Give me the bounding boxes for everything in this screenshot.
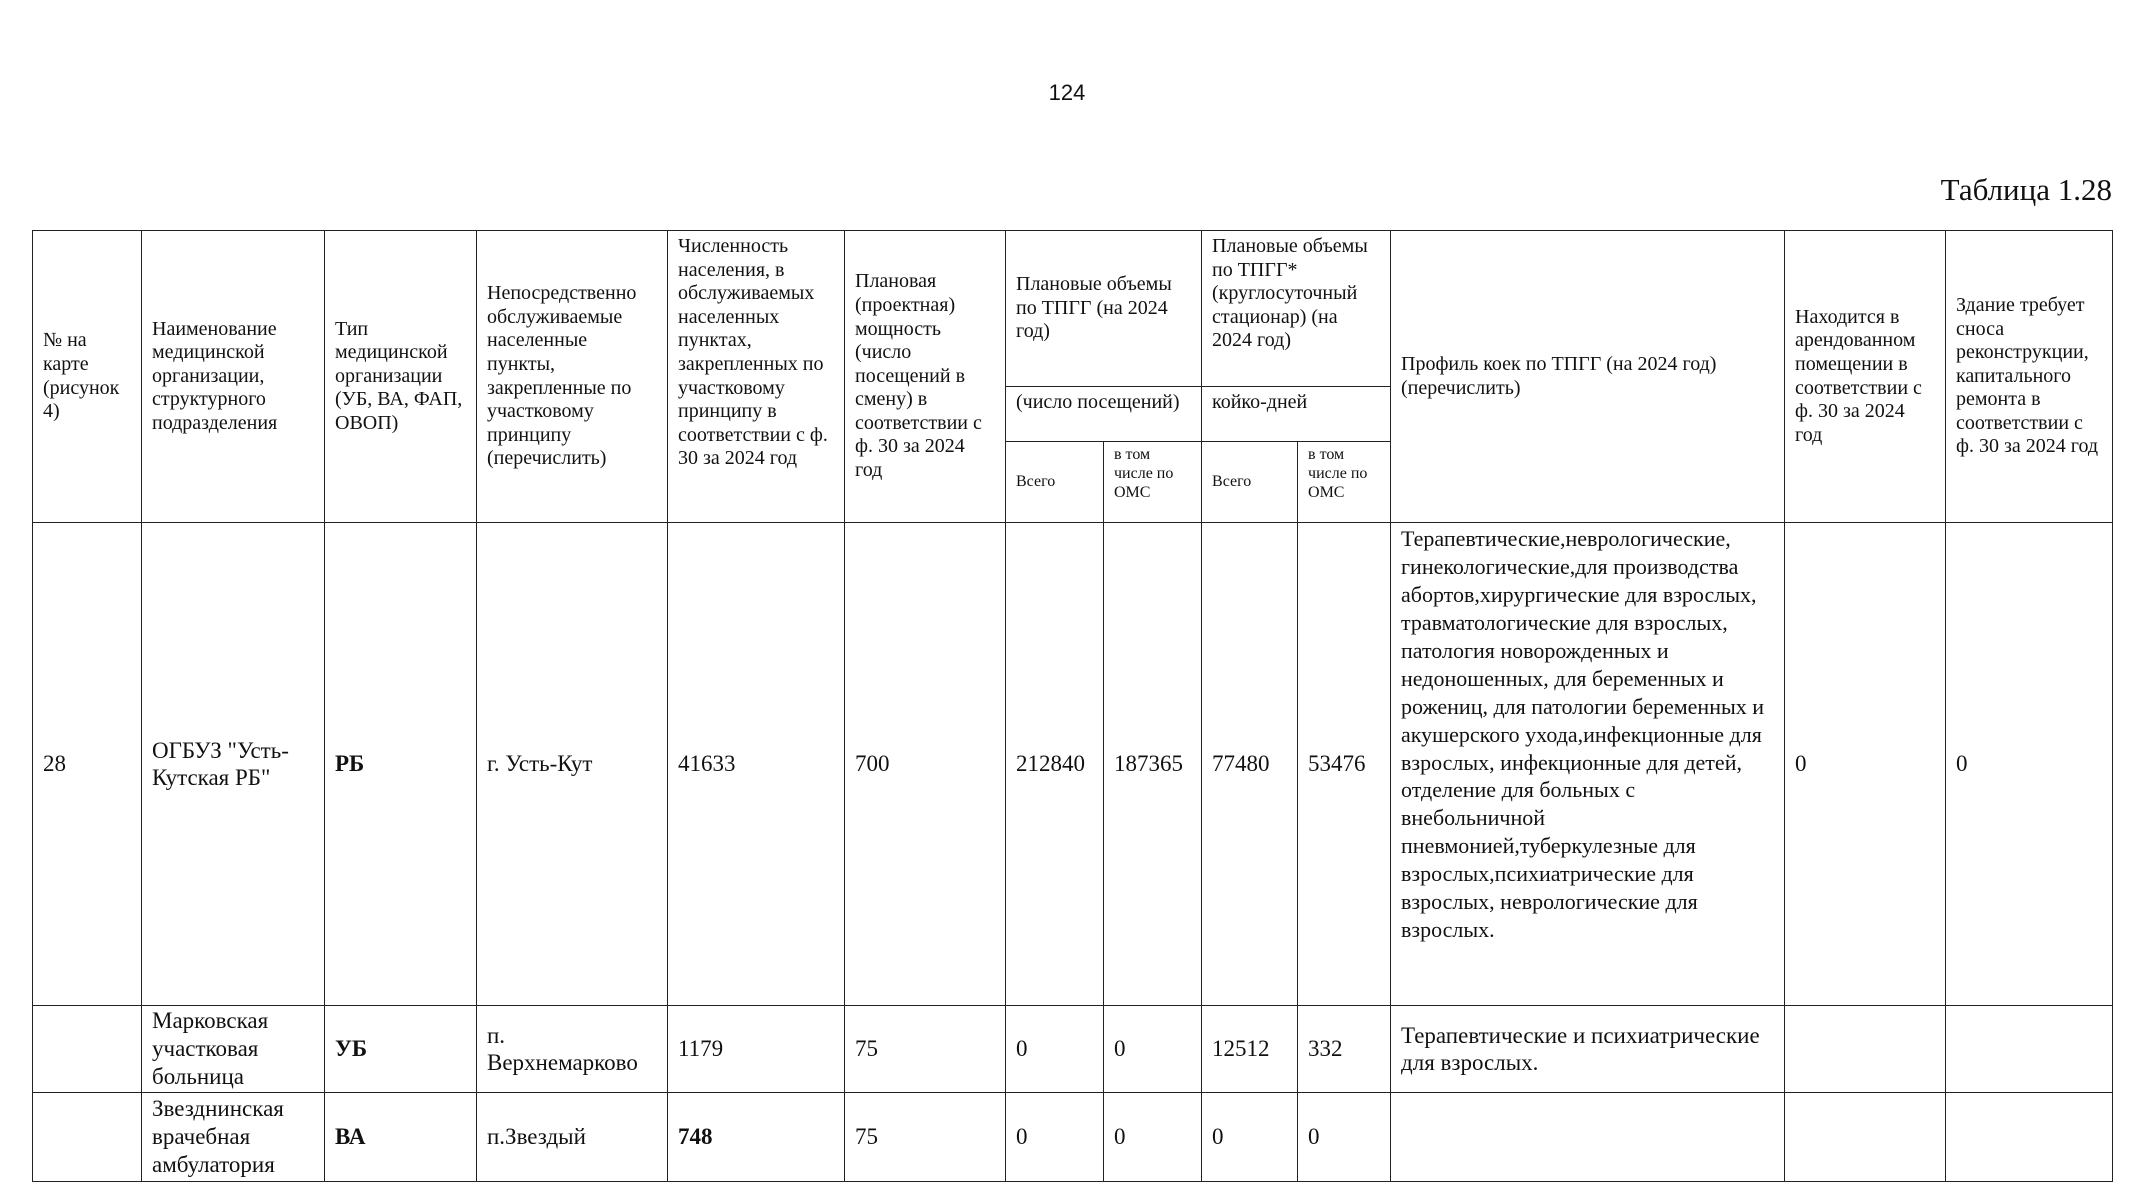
cell-rented (1785, 1093, 1946, 1182)
table-caption: Таблица 1.28 (1940, 172, 2112, 207)
cell-beddays-oms: 53476 (1298, 523, 1391, 1006)
cell-org-type: УБ (325, 1006, 477, 1093)
cell-rented (1785, 1006, 1946, 1093)
header-capacity: Плановая (проектная) мощность (число посещений в смену) в соответствии с ф. 30 за 2024 год (845, 231, 1006, 523)
cell-bed-profile: Терапевтические и психиатрические для взрослых. (1391, 1006, 1785, 1093)
page-number: 124 (1048, 80, 1086, 105)
cell-rented: 0 (1785, 523, 1946, 1006)
cell-map-no (33, 1093, 142, 1182)
cell-org-type: РБ (325, 523, 477, 1006)
header-bed-days-unit: койко-дней (1202, 387, 1391, 442)
header-visits-total: Всего (1006, 442, 1104, 523)
cell-capacity: 700 (845, 523, 1006, 1006)
medical-organizations-table (32, 230, 2113, 1182)
cell-population: 748 (668, 1093, 845, 1182)
cell-bed-profile (1391, 1093, 1785, 1182)
cell-beddays-total: 12512 (1202, 1006, 1298, 1093)
cell-building: 0 (1946, 523, 2113, 1006)
header-org-type: Тип медицинской организации (УБ, ВА, ФАП, ОВОП) (325, 231, 477, 523)
cell-bed-profile: Терапевтические,неврологические, гинекологические,для производства абортов,хирургические для взрослых, травматологические для взрослых, патология новорожденных и недоношенных, для беременных и рожениц, для патологии беременных и акушерского ухода,инфекционные для взрослых, инфекционные для детей, отделение для больных с внебольничной пневмонией,туберкулезные для взрослых,психиатрические для взрослых, неврологические для взрослых. (1391, 523, 1785, 1006)
cell-capacity: 75 (845, 1006, 1006, 1093)
cell-beddays-oms: 332 (1298, 1006, 1391, 1093)
header-beddays-total: Всего (1202, 442, 1298, 523)
header-map-no: № на карте (рисунок 4) (33, 231, 142, 523)
cell-building (1946, 1006, 2113, 1093)
header-tpgg-hospital: Плановые объемы по ТПГГ* (круглосуточный стационар) (на 2024 год) (1202, 231, 1391, 387)
header-population: Численность населения, в обслуживаемых населенных пунктах, закрепленных по участковому принципу в соответствии с ф. 30 за 2024 год (668, 231, 845, 523)
cell-map-no (33, 1006, 142, 1093)
cell-beddays-total: 77480 (1202, 523, 1298, 1006)
header-building: Здание требует сноса реконструкции, капитального ремонта в соответствии с ф. 30 за 2024 год (1946, 231, 2113, 523)
header-tpgg-visits: Плановые объемы по ТПГГ (на 2024 год) (1006, 231, 1202, 387)
cell-visits-oms: 0 (1104, 1093, 1202, 1182)
header-row (33, 231, 2113, 387)
header-beddays-oms: в том числе по ОМС (1298, 442, 1391, 523)
cell-visits-total: 0 (1006, 1006, 1104, 1093)
cell-settlements: г. Усть-Кут (477, 523, 668, 1006)
cell-map-no: 28 (33, 523, 142, 1006)
table-row (33, 1093, 2113, 1182)
cell-org-name: Звезднинская врачебная амбулатория (142, 1093, 325, 1182)
cell-org-type: ВА (325, 1093, 477, 1182)
cell-org-name: Марковская участковая больница (142, 1006, 325, 1093)
cell-population: 1179 (668, 1006, 845, 1093)
header-rented: Находится в арендованном помещении в соответствии с ф. 30 за 2024 год (1785, 231, 1946, 523)
table-row (33, 1006, 2113, 1093)
header-bed-profile: Профиль коек по ТПГГ (на 2024 год) (перечислить) (1391, 231, 1785, 523)
header-settlements: Непосредственно обслуживаемые населенные пункты, закрепленные по участковому принципу (перечислить) (477, 231, 668, 523)
cell-capacity: 75 (845, 1093, 1006, 1182)
cell-building (1946, 1093, 2113, 1182)
cell-visits-oms: 187365 (1104, 523, 1202, 1006)
cell-beddays-total: 0 (1202, 1093, 1298, 1182)
header-visits-unit: (число посещений) (1006, 387, 1202, 442)
cell-settlements: п. Верхнемарково (477, 1006, 668, 1093)
cell-settlements: п.Звездый (477, 1093, 668, 1182)
header-org-name: Наименование медицинской организации, структурного подразделения (142, 231, 325, 523)
cell-visits-total: 212840 (1006, 523, 1104, 1006)
cell-org-name: ОГБУЗ "Усть-Кутская РБ" (142, 523, 325, 1006)
cell-population: 41633 (668, 523, 845, 1006)
cell-beddays-oms: 0 (1298, 1093, 1391, 1182)
table-row (33, 523, 2113, 1006)
header-visits-oms: в том числе по ОМС (1104, 442, 1202, 523)
cell-visits-oms: 0 (1104, 1006, 1202, 1093)
cell-visits-total: 0 (1006, 1093, 1104, 1182)
